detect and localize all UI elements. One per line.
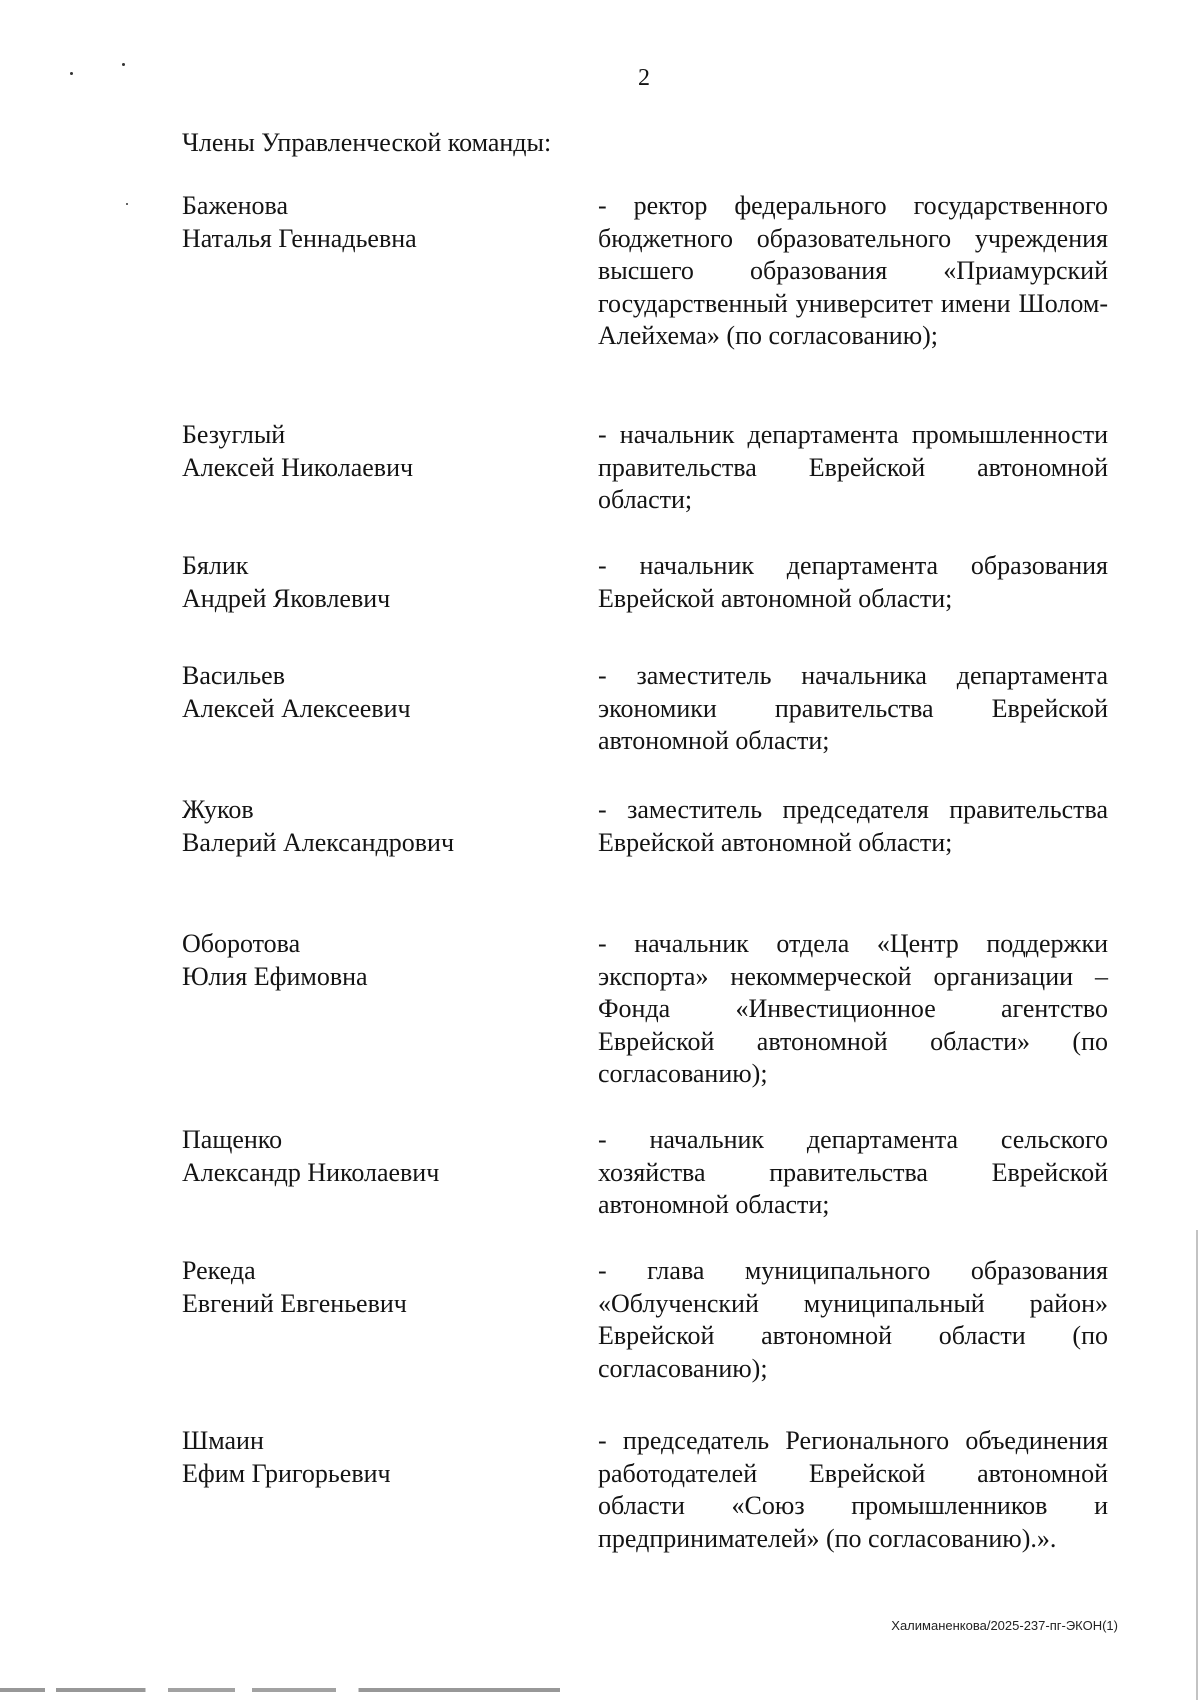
member-name	[182, 1255, 582, 1320]
member-given-names: Алексей Алексеевич	[182, 693, 411, 723]
member-given-names: Ефим Григорьевич	[182, 1458, 391, 1488]
member-name	[182, 550, 582, 615]
member-given-names: Евгений Евгеньевич	[182, 1288, 407, 1318]
member-role: - начальник департамента промышленности правительства Еврейской автономной области;	[598, 420, 1108, 514]
scan-edge-line	[1196, 1230, 1198, 1700]
member-role: - начальник департамента образования Еврейской автономной области;	[598, 551, 1108, 613]
member-role: - начальник департамента сельского хозяйства правительства Еврейской автономной области;	[598, 1125, 1108, 1219]
member-name	[182, 190, 582, 255]
member-surname: Бялик	[182, 551, 249, 580]
member-role: - начальник отдела «Центр поддержки экспорта» некоммерческой организации – Фонда «Инвестиционное агентство Еврейской автономной области» (по согласованию);	[598, 929, 1108, 1088]
member-surname: Шмаин	[182, 1426, 264, 1455]
member-given-names: Алексей Николаевич	[182, 452, 414, 482]
list-heading: Члены Управленческой команды:	[182, 128, 552, 157]
member-given-names: Наталья Геннадьевна	[182, 223, 417, 253]
member-surname: Пащенко	[182, 1125, 283, 1154]
scan-speck	[122, 63, 125, 66]
scan-speck	[70, 72, 73, 75]
member-role: - заместитель начальника департамента экономики правительства Еврейской автономной области;	[598, 661, 1108, 755]
member-name	[182, 660, 582, 725]
member-name	[182, 1425, 582, 1490]
member-role: - заместитель председателя правительства Еврейской автономной области;	[598, 795, 1108, 857]
document-reference: Халиманенкова/2025-237-пг-ЭКОН(1)	[891, 1618, 1118, 1633]
member-name	[182, 1124, 582, 1189]
member-surname: Рекеда	[182, 1256, 256, 1285]
member-surname: Оборотова	[182, 929, 301, 958]
member-role: - ректор федерального государственного бюджетного образовательного учреждения высшего образования «Приамурский государственный университет имени Шолом-Алейхема» (по согласованию);	[598, 191, 1108, 350]
scan-speck	[126, 203, 128, 205]
member-given-names: Андрей Яковлевич	[182, 583, 391, 613]
member-name	[182, 794, 582, 859]
member-name	[182, 928, 582, 993]
member-role: - глава муниципального образования «Облученский муниципальный район» Еврейской автономной области (по согласованию);	[598, 1256, 1108, 1383]
member-given-names: Юлия Ефимовна	[182, 961, 368, 991]
page-number: 2	[638, 65, 650, 91]
member-surname: Жуков	[182, 795, 254, 824]
member-surname: Васильев	[182, 661, 285, 690]
member-given-names: Александр Николаевич	[182, 1157, 440, 1187]
member-given-names: Валерий Александрович	[182, 827, 455, 857]
member-surname: Безуглый	[182, 420, 286, 449]
member-name	[182, 419, 582, 484]
member-role: - председатель Регионального объединения работодателей Еврейской автономной области «Союз промышленников и предпринимателей» (по согласованию).».	[598, 1426, 1108, 1553]
member-surname: Баженова	[182, 191, 289, 220]
scan-bottom-artifact	[0, 1688, 560, 1692]
